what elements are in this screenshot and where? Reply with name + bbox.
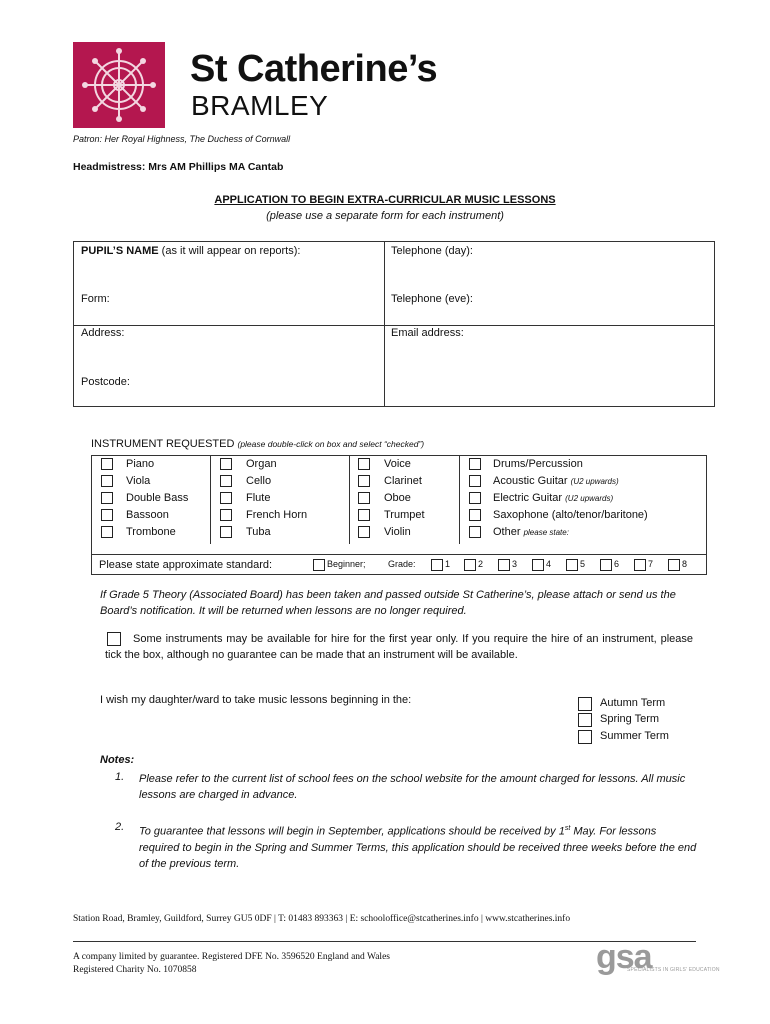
address-field[interactable]: Address: [81,327,125,339]
instrument-heading-note: (please double-click on box and select “checked”) [237,439,425,449]
checkbox-grade-7[interactable] [634,559,646,571]
instrument-french-horn: French Horn [246,509,308,521]
checkbox-grade-4[interactable] [532,559,544,571]
grade-7-label: 7 [648,559,654,569]
checkbox-cello[interactable] [220,475,232,487]
patron-line: Patron: Her Royal Highness, The Duchess of Cornwall [73,134,291,144]
standard-label: Please state approximate standard: [99,559,273,571]
grade-1-label: 1 [445,559,451,569]
note-2-text [139,821,699,872]
spring-term-label: Spring Term [600,713,660,725]
checkbox-saxophone[interactable] [469,509,481,521]
checkbox-grade-8[interactable] [668,559,680,571]
checkbox-clarinet[interactable] [358,475,370,487]
instrument-organ: Organ [246,458,277,470]
instrument-viola: Viola [126,475,151,487]
checkbox-trumpet[interactable] [358,509,370,521]
pupil-name-label: PUPIL’S NAME [81,245,159,257]
checkbox-grade-3[interactable] [498,559,510,571]
instrument-double-bass: Double Bass [126,492,189,504]
checkbox-viola[interactable] [101,475,113,487]
hire-text-body: Some instruments may be available for hire for the first year only. If you require the hire of an instrument, please tick the box, although no guarantee can be made that an instrument will be available. [105,633,693,661]
note-1-number: 1. [115,771,125,783]
checkbox-drums[interactable] [469,458,481,470]
footer-address: Station Road, Bramley, Guildford, Surrey GU5 0DF | T: 01483 893363 | E: schooloffice@stcatherines.info | www.stcatherines.info [73,914,571,924]
checkbox-grade-6[interactable] [600,559,612,571]
instrument-flute: Flute [246,492,271,504]
gsa-tagline: SPECIALISTS IN GIRLS' EDUCATION [627,967,720,973]
checkbox-electric-guitar[interactable] [469,492,481,504]
instrument-electric-guitar [493,492,613,504]
form-subtitle: (please use a separate form for each instrument) [266,210,504,222]
checkbox-grade-5[interactable] [566,559,578,571]
footer-registration [73,951,390,977]
autumn-term-label: Autumn Term [600,697,666,709]
instrument-piano: Piano [126,458,155,470]
school-name: St Catherine’s [190,48,438,90]
acoustic-guitar-note: (U2 upwards) [570,477,619,486]
note-2-number: 2. [115,821,125,833]
form-title: APPLICATION TO BEGIN EXTRA-CURRICULAR MUSIC LESSONS [214,194,556,206]
telephone-day-field[interactable]: Telephone (day): [391,245,473,257]
postcode-field[interactable]: Postcode: [81,376,130,388]
grade-label: Grade: [388,559,416,569]
note-2-text-b: May. For lessons required to begin in the Spring and Summer Terms, this application should be received three weeks before the end of the previous term. [139,825,697,870]
checkbox-violin[interactable] [358,526,370,538]
note-2-text-a: To guarantee that lessons will begin in September, applications should be received by 1 [139,825,565,838]
hire-text [105,631,693,663]
headmistress-line: Headmistress: Mrs AM Phillips MA Cantab [73,161,284,173]
company-line: A company limited by guarantee. Registered DFE No. 3596520 England and Wales [73,952,390,962]
grade-3-label: 3 [512,559,518,569]
acoustic-guitar-label: Acoustic Guitar [493,475,568,487]
instrument-drums: Drums/Percussion [493,458,583,470]
term-question: I wish my daughter/ward to take music lessons beginning in the: [100,694,412,706]
form-field[interactable]: Form: [81,293,110,305]
instrument-trombone: Trombone [126,526,176,538]
school-location: BRAMLEY [191,90,329,121]
grade-5-label: 5 [580,559,586,569]
gsa-logo: gsa [596,938,652,976]
checkbox-bassoon[interactable] [101,509,113,521]
instrument-cello: Cello [246,475,272,487]
checkbox-grade-2[interactable] [464,559,476,571]
pupil-name-note: (as it will appear on reports): [158,245,301,257]
checkbox-organ[interactable] [220,458,232,470]
grade-6-label: 6 [614,559,620,569]
checkbox-grade-1[interactable] [431,559,443,571]
checkbox-spring-term[interactable] [578,713,592,727]
checkbox-double-bass[interactable] [101,492,113,504]
note-2-sup: st [564,825,571,832]
electric-guitar-label: Electric Guitar [493,492,563,504]
school-logo [73,42,165,128]
instrument-heading-label: INSTRUMENT REQUESTED [91,438,235,450]
telephone-eve-field[interactable]: Telephone (eve): [391,293,473,305]
notes-heading: Notes: [100,754,135,766]
instrument-oboe: Oboe [384,492,411,504]
email-field[interactable]: Email address: [391,327,464,339]
checkbox-voice[interactable] [358,458,370,470]
pupil-name-field[interactable] [81,245,300,257]
electric-guitar-note: (U2 upwards) [565,494,614,503]
pupil-details-box [73,241,715,407]
grade-4-label: 4 [546,559,552,569]
beginner-label: Beginner; [327,559,366,569]
checkbox-beginner[interactable] [313,559,325,571]
standard-row [92,554,706,576]
checkbox-autumn-term[interactable] [578,697,592,711]
instrument-trumpet: Trumpet [384,509,425,521]
theory-note: If Grade 5 Theory (Associated Board) has been taken and passed outside St Catherine’s, please attach or send us the Board’s notification. It will be returned when lessons are no longer required. [100,589,676,617]
ship-wheel-icon [73,42,165,128]
grade-2-label: 2 [478,559,484,569]
checkbox-tuba[interactable] [220,526,232,538]
checkbox-acoustic-guitar[interactable] [469,475,481,487]
charity-line: Registered Charity No. 1070858 [73,965,197,975]
instrument-heading [91,438,424,450]
instrument-voice: Voice [384,458,411,470]
grade-8-label: 8 [682,559,688,569]
checkbox-other[interactable] [469,526,481,538]
summer-term-label: Summer Term [600,730,669,742]
checkbox-oboe[interactable] [358,492,370,504]
instrument-violin: Violin [384,526,411,538]
instrument-tuba: Tuba [246,526,271,538]
checkbox-french-horn[interactable] [220,509,232,521]
other-label: Other [493,526,521,538]
instrument-acoustic-guitar [493,475,619,487]
checkbox-piano[interactable] [101,458,113,470]
instrument-saxophone: Saxophone (alto/tenor/baritone) [493,509,648,521]
note-1-text: Please refer to the current list of school fees on the school website for the amount charged for lessons. All music lessons are charged in advance. [139,773,686,801]
checkbox-summer-term[interactable] [578,730,592,744]
checkbox-flute[interactable] [220,492,232,504]
other-note: please state: [523,528,569,537]
checkbox-trombone[interactable] [101,526,113,538]
instrument-clarinet: Clarinet [384,475,422,487]
instrument-bassoon: Bassoon [126,509,169,521]
instrument-grid [91,455,707,575]
instrument-other [493,526,569,538]
